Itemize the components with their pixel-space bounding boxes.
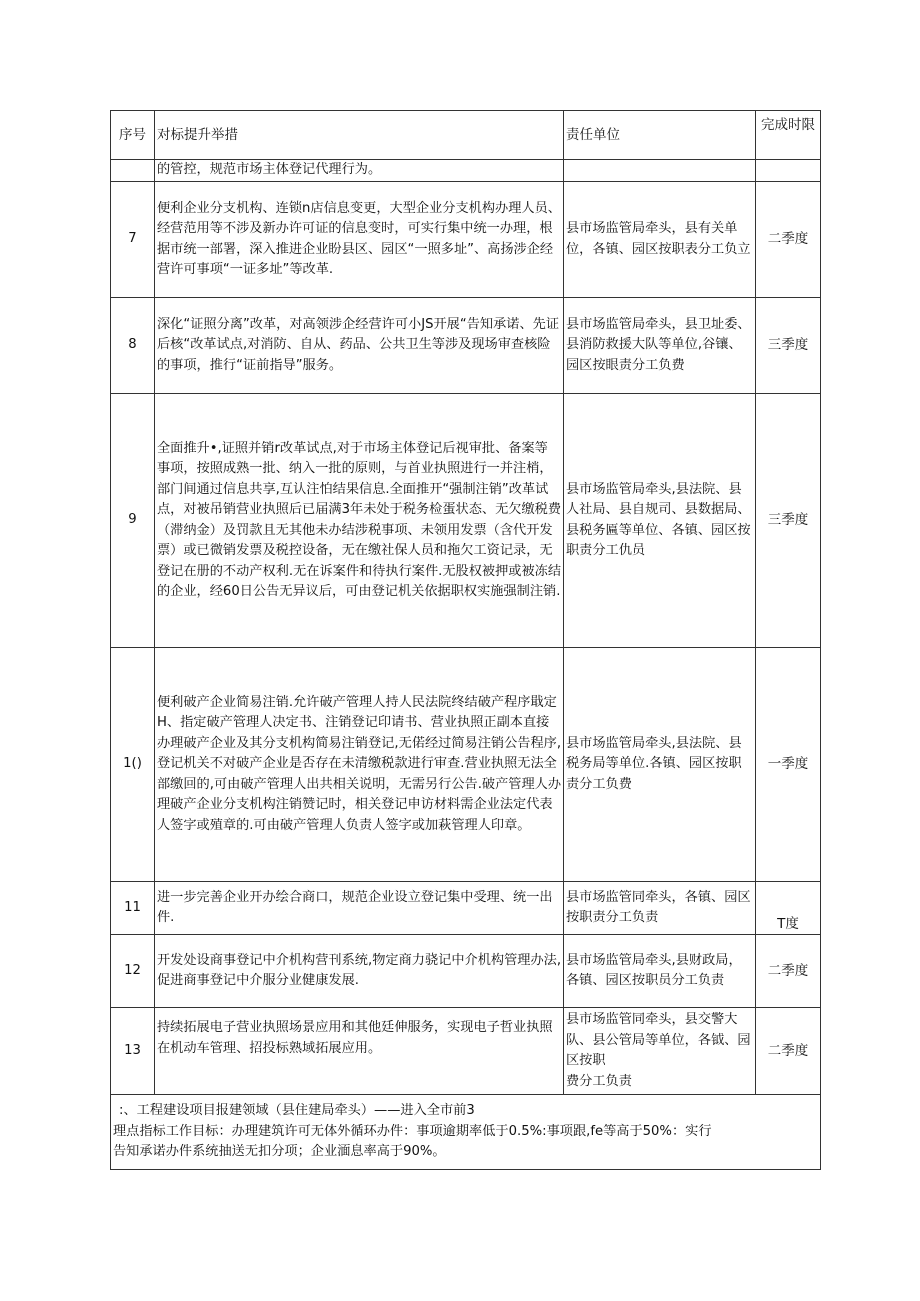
row-seq: 9 <box>111 394 155 648</box>
table-row <box>111 882 821 935</box>
header-seq: 序号 <box>111 111 155 160</box>
measures-table <box>110 110 821 1170</box>
row-time: 二季度 <box>756 1008 821 1095</box>
footer-line-3: 告知承诺办件系统抽送无扣分项；企业湎息率高于90%。 <box>113 1144 446 1159</box>
row-measure: 全面推升•,证照并销r改革试点,对于市场主体登记后视审批、备案等事项，按照成熟一批、纳入一批的原则，与首业执照进行一并注梢，部门间通过信息共享,互认注怕结果信息.全面推开“强制注销”改革试点，对被吊销营业执照后已届满3年未处于税务检蛋状态、无欠缴税费（滞纳金）及罚款且无其他未办结涉税事项、未领用发票（含代开发票）或已微销发票及税控设备，无在缴社保人员和拖欠工资记录，无登记在册的不动产权利.无在诉案件和待执行案件.无股权被押或被冻结的企业，经60日公告无异议后，可由登记机关依据职权实施强制注销. <box>155 394 564 648</box>
footer-line-1: :、工程建设项目报建领域（县住建局牵头）——进入全市前3 <box>119 1103 475 1118</box>
row-time: 三季度 <box>756 298 821 394</box>
table-row <box>111 648 821 882</box>
row-time: 三季度 <box>756 394 821 648</box>
row-measure: 持续拓展电子营业执照场景应用和其他廷伸服务，实现电子哲业执照在机动车管理、招投标熟域拓展应用。 <box>155 1008 564 1095</box>
table-row <box>111 298 821 394</box>
row-unit: 县市场监管局牵头，县有关单位，各镇、园区按职表分工负立 <box>564 182 756 298</box>
row-measure: 便利破产企业简易注销.允许破产管理人持人民法院终结破产程序戢定H、指定破产管理人决定书、注销登记印请书、营业执照正副本直接办理破产企业及其分支机构简易注销登记,无偌经过简易注销公告程序,登记机关不对破产企业是否存在未清缴税款进行审查.营业执照无法全部缴回的,可由破产管理人出共相关说明，无需另行公告.破产管理人办理破产企业分支机构注销赞记时，相关登记申访材料需企业法定代表人签字或殖章的.可由破产管理人负责人签字或加萩管理人印章。 <box>155 648 564 882</box>
footer-line-2: 理点指标工作目标：办理建筑许可无体外循环办件：事项逾期率低于0.5%:事项跟,fe等高于50%：实行 <box>113 1123 712 1139</box>
header-time: 完成时限 <box>756 111 821 160</box>
row-unit: 县市场监管同牵头，各镇、园区按职责分工负责 <box>564 882 756 935</box>
header-measure: 对标提升举措 <box>155 111 564 160</box>
row-unit: 县市场监管同牵头，县交警大队、县公管局等单位，各钺、园区按职 费分工负责 <box>564 1008 756 1095</box>
table-row <box>111 394 821 648</box>
row-unit: 县市场监管局牵头,县法院、县税务局等单位.各镇、园区按职责分工负费 <box>564 648 756 882</box>
row-seq: 1() <box>111 648 155 882</box>
table-row <box>111 1008 821 1095</box>
header-row <box>111 111 821 160</box>
row-time: 二季度 <box>756 935 821 1008</box>
row-seq: 8 <box>111 298 155 394</box>
row-seq: 11 <box>111 882 155 935</box>
footer-row <box>111 1095 821 1170</box>
row-measure: 便利企业分支机构、连锁n店信息变更，大型企业分支机构办理人员、经营范用等不涉及新办许可证的信息变时，可实行集中统一办理，根据市统一部署，深入推进企业盼县区、园区“一照多址”、高扬涉企经营许可事项“一证多址”等改革. <box>155 182 564 298</box>
row-unit: 县市场监管局牵头，县卫址委、县消防救援大队等单位,谷镶、园区按眼责分工负费 <box>564 298 756 394</box>
header-unit: 责任单位 <box>564 111 756 160</box>
row-unit: 县市场监管局牵头,县财政局，各镇、园区按职员分工负责 <box>564 935 756 1008</box>
row-seq: 13 <box>111 1008 155 1095</box>
row-time: T度 <box>756 882 821 935</box>
row-seq: 7 <box>111 182 155 298</box>
continuation-text: 的管控，规范市场主体登记代理行为。 <box>155 160 564 182</box>
row-time: 一季度 <box>756 648 821 882</box>
row-time: 二季度 <box>756 182 821 298</box>
row-unit: 县市场监管局牵头,县法院、县人社局、县自规司、县数据局、县税务匾等单位、各镇、园区按职责分工仇员 <box>564 394 756 648</box>
row-measure: 进一步完善企业开办绘合商口，规范企业设立登记集中受理、统一出件. <box>155 882 564 935</box>
table-row <box>111 182 821 298</box>
section-footer <box>111 1095 821 1170</box>
table-row <box>111 935 821 1008</box>
row-measure: 深化“证照分离”改革，对高领涉企经营许可小JS开展“告知承诺、先证后核“改革试点,对消防、自从、药品、公共卫生等涉及现场审查核险的事项，推行“证前指导”服务。 <box>155 298 564 394</box>
row-seq: 12 <box>111 935 155 1008</box>
continuation-row <box>111 160 821 182</box>
row-measure: 开发处设商事登记中介机构营刊系统,物定商力骁记中介机构管理办法,促进商事登记中介服分业健康发展. <box>155 935 564 1008</box>
